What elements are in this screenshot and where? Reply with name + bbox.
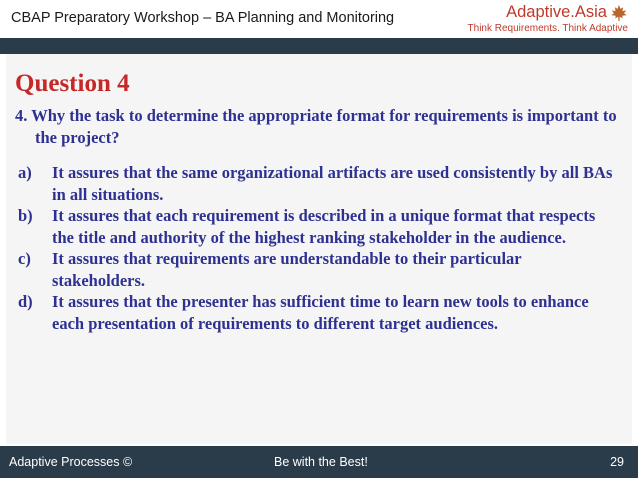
footer-copyright: Adaptive Processes © xyxy=(9,455,133,469)
answer-option-d xyxy=(18,291,618,334)
footer-slogan: Be with the Best! xyxy=(274,455,368,469)
header-band xyxy=(0,38,638,54)
option-text: It assures that the presenter has sufficient time to learn new tools to enhance each presentation of requirements to different target audiences. xyxy=(52,292,589,333)
option-key: d) xyxy=(18,292,33,311)
question-text: 4. Why the task to determine the appropriate format for requirements is important to the project? xyxy=(15,106,617,147)
header-title: CBAP Preparatory Workshop – BA Planning and Monitoring xyxy=(11,10,395,26)
option-text: It assures that each requirement is described in a unique format that respects the title and authority of the highest ranking stakeholder in the audience. xyxy=(52,206,596,247)
answer-option-c xyxy=(18,248,618,291)
option-text: It assures that requirements are understandable to their particular stakeholders. xyxy=(52,249,522,290)
answer-option-b xyxy=(18,205,618,248)
page-number: 29 xyxy=(610,455,624,469)
answer-options xyxy=(18,162,618,334)
option-key: a) xyxy=(18,163,32,182)
brand-name: Adaptive.Asia xyxy=(506,3,607,21)
slide-footer xyxy=(0,446,638,478)
option-text: It assures that the same organizational artifacts are used consistently by all BAs in all situations. xyxy=(52,163,613,204)
maple-leaf-icon xyxy=(610,4,628,22)
slide-header xyxy=(0,0,638,38)
question-title: Question 4 xyxy=(15,70,130,97)
answer-option-a xyxy=(18,162,618,205)
option-key: b) xyxy=(18,206,33,225)
option-key: c) xyxy=(18,249,31,268)
brand-logo xyxy=(468,3,628,34)
slide-body xyxy=(6,54,632,444)
brand-tagline: Think Requirements. Think Adaptive xyxy=(467,23,628,34)
